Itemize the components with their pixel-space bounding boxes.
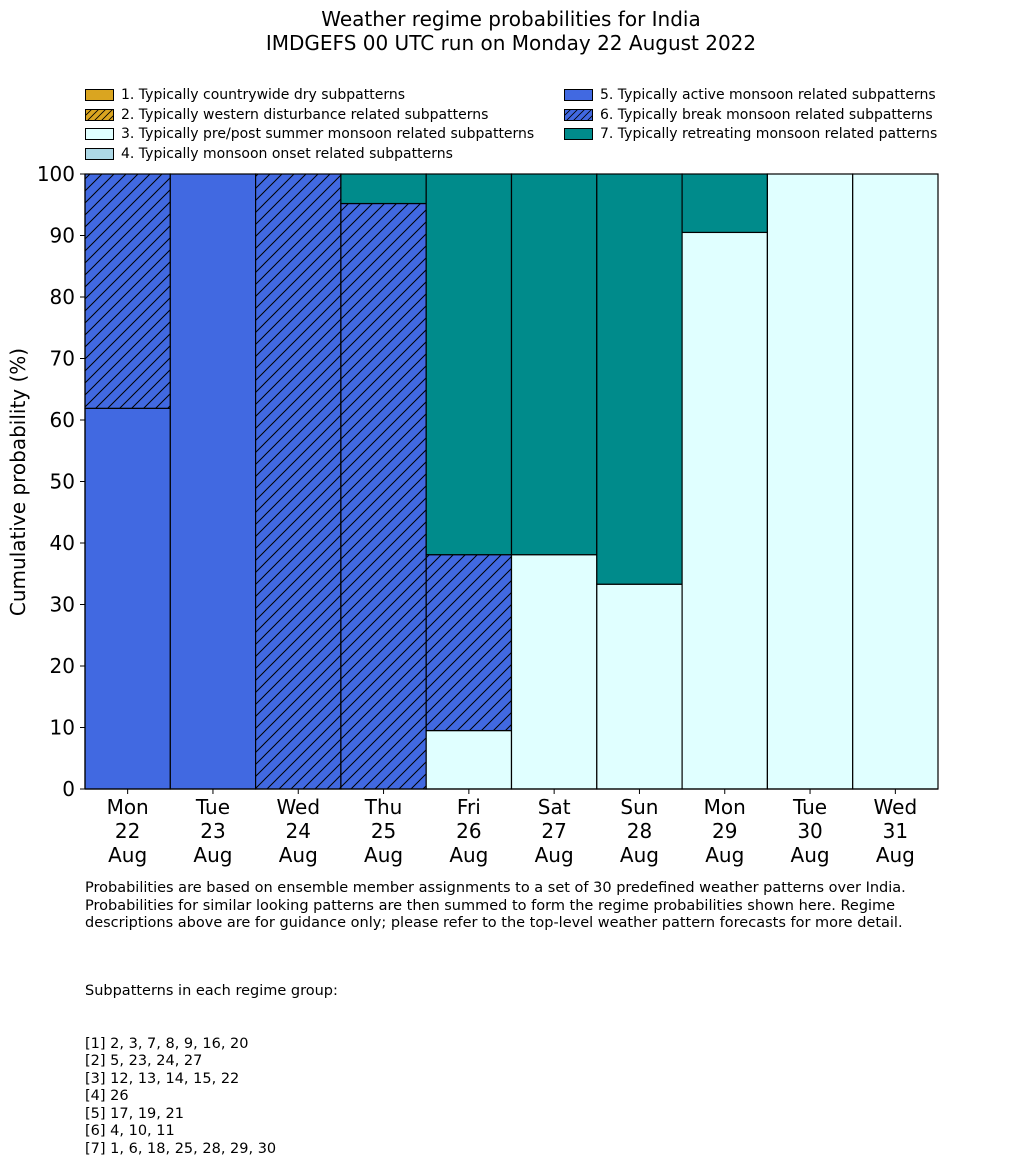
chart-title: Weather regime probabilities for India	[321, 7, 701, 31]
groups-heading: Subpatterns in each regime group:	[85, 983, 338, 999]
y-tick-label-100: 100	[36, 162, 75, 186]
group-line-6: [6] 4, 10, 11	[85, 1123, 175, 1139]
x-tick-label-sun-28: Sun 28 Aug	[619, 795, 659, 867]
group-line-4: [4] 26	[85, 1088, 129, 1104]
bar-tue-30-series-3	[767, 174, 852, 789]
legend-label-6: 6. Typically break monsoon related subpatterns	[600, 106, 933, 123]
y-tick-label-70: 70	[49, 346, 75, 371]
y-tick-label-40: 40	[49, 531, 75, 555]
notes-line-3: descriptions above are for guidance only; please refer to the top-level weather pattern forecasts for more detail.	[85, 915, 903, 931]
bar-sat-27-series-7	[512, 174, 597, 555]
bar-sat-27-series-3	[512, 555, 597, 789]
legend-label-7: 7. Typically retreating monsoon related patterns	[600, 125, 938, 142]
bar-mon-29-series-3	[682, 232, 767, 789]
group-line-2: [2] 5, 23, 24, 27	[85, 1053, 203, 1069]
bar-mon-29-series-7	[682, 174, 767, 232]
chart-subtitle: IMDGEFS 00 UTC run on Monday 22 August 2022	[265, 31, 757, 55]
notes-paragraph	[85, 880, 906, 933]
group-line-3: [3] 12, 13, 14, 15, 22	[85, 1070, 240, 1087]
x-tick-label-wed-31: Wed 31 Aug	[873, 795, 918, 867]
bar-tue-23-series-5	[170, 174, 255, 789]
bar-sun-28-series-7	[597, 174, 682, 584]
group-line-1: [1] 2, 3, 7, 8, 9, 16, 20	[85, 1035, 249, 1052]
bar-fri-26-series-6-hatch	[426, 555, 511, 731]
x-tick-label-tue-30: Tue 30 Aug	[790, 795, 830, 867]
legend-label-1: 1. Typically countrywide dry subpatterns	[121, 86, 406, 103]
notes-groups	[85, 948, 338, 1176]
x-tick-label-fri-26: Fri 26 Aug	[449, 795, 489, 867]
y-tick-label-30: 30	[49, 592, 75, 617]
y-tick-label-10: 10	[49, 715, 75, 740]
y-axis-label: Cumulative probability (%)	[6, 347, 30, 617]
legend-label-3: 3. Typically pre/post summer monsoon related subpatterns	[121, 125, 535, 142]
bar-thu-25-series-6-hatch	[341, 204, 426, 789]
bar-fri-26-series-7	[426, 174, 511, 555]
x-tick-label-wed-24: Wed 24 Aug	[276, 795, 321, 867]
bar-wed-31-series-3	[853, 174, 938, 789]
group-line-7: [7] 1, 6, 18, 25, 28, 29, 30	[85, 1140, 277, 1157]
y-tick-label-0: 0	[62, 777, 75, 801]
bar-thu-25-series-7	[341, 174, 426, 204]
x-tick-label-mon-22: Mon 22 Aug	[106, 795, 149, 867]
legend-label-4: 4. Typically monsoon onset related subpatterns	[121, 145, 453, 162]
legend-label-5: 5. Typically active monsoon related subpatterns	[600, 86, 936, 103]
x-tick-label-sat-27: Sat 27 Aug	[534, 795, 574, 867]
notes-line-2: Probabilities for similar looking patterns are then summed to form the regime probabilities shown here. Regime	[85, 897, 896, 914]
legend-label-2: 2. Typically western disturbance related subpatterns	[121, 106, 489, 123]
group-line-5: [5] 17, 19, 21	[85, 1105, 184, 1122]
bar-mon-22-series-6-hatch	[85, 174, 170, 408]
x-tick-label-thu-25: Thu 25 Aug	[364, 795, 404, 867]
bar-sun-28-series-3	[597, 584, 682, 789]
x-tick-label-mon-29: Mon 29 Aug	[703, 795, 746, 867]
bar-mon-22-series-5	[85, 408, 170, 789]
y-tick-label-60: 60	[49, 408, 75, 432]
x-tick-label-tue-23: Tue 23 Aug	[193, 795, 233, 867]
y-tick-label-90: 90	[49, 223, 75, 248]
y-tick-label-20: 20	[49, 654, 75, 678]
notes-line-1: Probabilities are based on ensemble member assignments to a set of 30 predefined weather patterns over India.	[85, 880, 906, 896]
y-tick-label-80: 80	[49, 285, 75, 309]
bar-fri-26-series-3	[426, 731, 511, 789]
bar-wed-24-series-6-hatch	[256, 174, 341, 789]
y-tick-label-50: 50	[49, 469, 75, 494]
